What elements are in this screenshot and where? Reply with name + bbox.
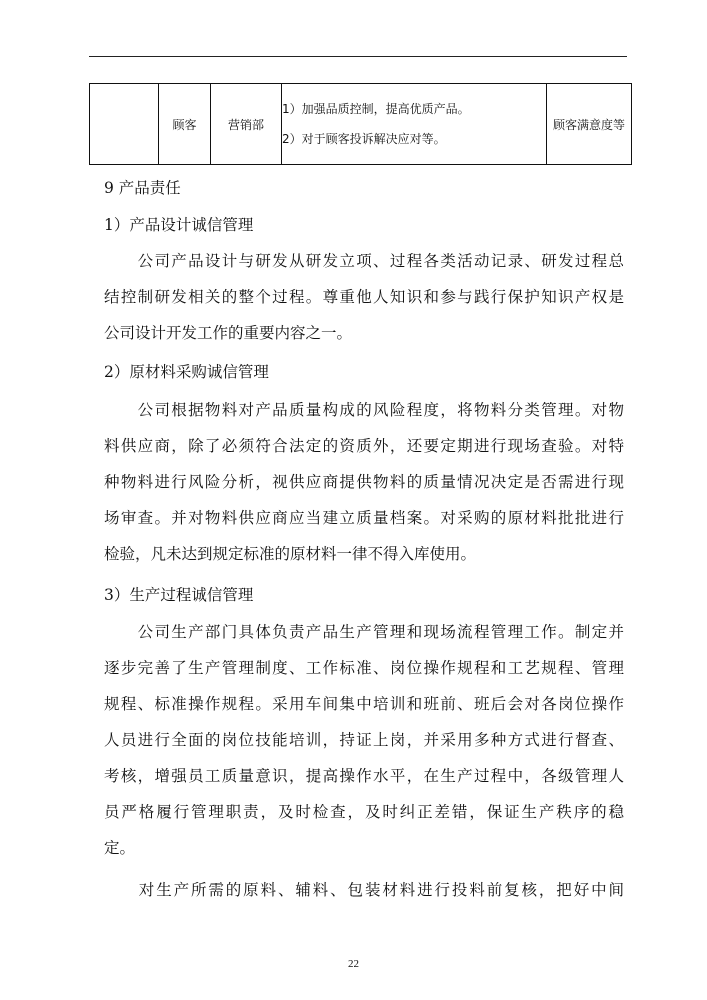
paragraph-closing [104,878,624,914]
text-line: 场审查。并对物料供应商应当建立质量档案。对采购的原材料批批进行 [104,509,624,527]
subsection-heading: 2）原材料采购诚信管理 [104,363,269,381]
customer-cell: 顾客 [159,84,211,165]
header-rule [89,56,627,57]
section-heading: 9 产品责任 [104,179,181,197]
measure-item: 1）加强品质控制，提高优质产品。 [282,102,470,116]
text-line: 公司设计开发工作的重要内容之一。 [104,324,353,342]
text-line: 对生产所需的原料、辅料、包装材料进行投料前复核，把好中间 [104,881,624,899]
kpi-cell: 顾客满意度等 [547,84,632,165]
text-line: 员严格履行管理职责，及时检查，及时纠正差错，保证生产秩序的稳 [104,803,624,821]
measures-cell [282,84,547,165]
subsection-heading: 3）生产过程诚信管理 [104,586,254,604]
paragraph-procurement [104,398,624,578]
text-line: 定。 [104,839,136,857]
text-line: 结控制研发相关的整个过程。尊重他人知识和参与践行保护知识产权是 [104,288,624,306]
text-line: 考核，增强员工质量意识，提高操作水平，在生产过程中，各级管理人 [104,767,624,785]
text-line: 料供应商，除了必须符合法定的资质外，还要定期进行现场查验。对特 [104,437,624,455]
paragraph-design [104,249,624,357]
page-number: 22 [348,958,359,970]
department-cell: 营销部 [211,84,282,165]
text-line: 种物料进行风险分析，视供应商提供物料的质量情况决定是否需进行现 [104,473,624,491]
subsection-heading: 1）产品设计诚信管理 [104,216,254,234]
text-line: 公司生产部门具体负责产品生产管理和现场流程管理工作。制定并 [104,623,624,641]
text-line: 公司根据物料对产品质量构成的风险程度，将物料分类管理。对物 [104,401,624,419]
text-line: 检验，凡未达到规定标准的原材料一律不得入库使用。 [104,545,477,563]
level-cell [90,84,159,165]
text-line: 规程、标准操作规程。采用车间集中培训和班前、班后会对各岗位操作 [104,695,624,713]
responsibility-table [89,83,632,165]
text-line: 人员进行全面的岗位技能培训，持证上岗，并采用多种方式进行督查、 [104,731,624,749]
table-row [90,84,632,165]
text-line: 公司产品设计与研发从研发立项、过程各类活动记录、研发过程总 [104,252,624,270]
paragraph-production [104,620,624,872]
text-line: 逐步完善了生产管理制度、工作标准、岗位操作规程和工艺规程、管理 [104,659,624,677]
measure-item: 2）对于顾客投诉解决应对等。 [282,132,446,146]
